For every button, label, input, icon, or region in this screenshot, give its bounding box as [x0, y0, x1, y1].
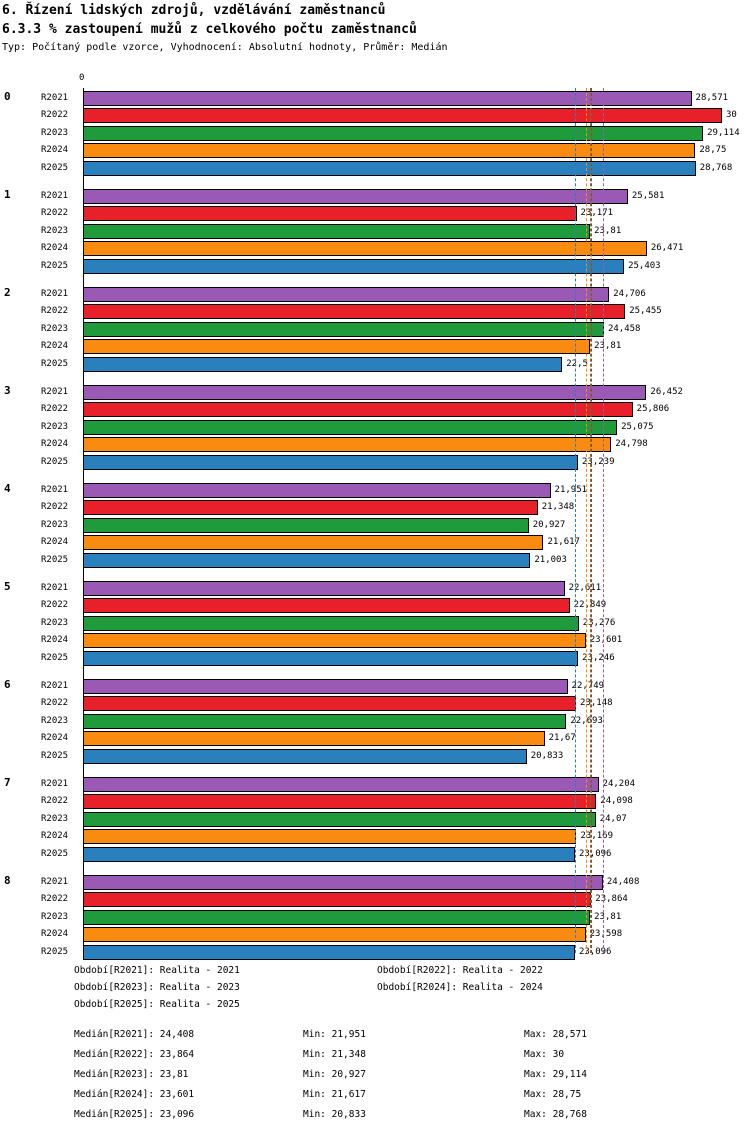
bar-R2021-group-4[interactable] [83, 483, 551, 498]
group-index-label: 1 [4, 188, 11, 201]
series-row-label: R2025 [41, 554, 69, 565]
max-value: Max: 29,114 [524, 1069, 587, 1080]
bar-R2021-group-1[interactable] [83, 189, 628, 204]
bar-value-label: 21,348 [541, 502, 575, 513]
stats-row [0, 1069, 750, 1089]
series-row-label: R2021 [41, 387, 69, 397]
bar-value-label: 23,239 [581, 456, 615, 467]
min-value: Min: 21,348 [303, 1049, 366, 1060]
min-value: Min: 20,927 [303, 1069, 366, 1080]
chart-meta-line: Typ: Počítaný podle vzorce, Vyhodnocení: Absolutní hodnoty, Průměr: Medián [2, 42, 448, 53]
series-row-label: R2023 [41, 127, 69, 138]
series-row-label: R2022 [41, 404, 69, 415]
series-row-label: R2021 [41, 779, 69, 789]
median-line-R2021 [603, 88, 604, 953]
bar-value-label: 28,768 [699, 162, 733, 173]
series-row-label: R2022 [41, 894, 69, 905]
bar-value-label: 23,276 [582, 617, 616, 628]
bar-R2023-group-1[interactable] [83, 224, 590, 239]
bar-R2025-group-7[interactable] [83, 847, 575, 862]
series-row-label: R2024 [41, 145, 69, 156]
group-index-label: 5 [4, 580, 11, 593]
series-row-label: R2021 [41, 877, 69, 887]
bar-value-label: 24,098 [600, 796, 633, 807]
stats-row [0, 1049, 750, 1069]
bar-R2023-group-2[interactable] [83, 322, 604, 337]
bar-value-label: 24,706 [613, 289, 646, 299]
group-index-label: 0 [4, 90, 11, 103]
max-value: Max: 28,768 [524, 1109, 587, 1120]
bar-value-label: 23,246 [582, 652, 615, 663]
bar-R2023-group-7[interactable] [83, 812, 596, 827]
bar-value-label: 25,806 [636, 404, 670, 415]
median-value: Medián[R2023]: 23,81 [74, 1069, 189, 1080]
bar-value-label: 26,471 [650, 243, 684, 254]
bar-value-label: 22,611 [568, 583, 602, 593]
stats-row [0, 1029, 750, 1049]
series-row-label: R2022 [41, 306, 69, 317]
series-row-label: R2022 [41, 208, 69, 219]
series-row-label: R2021 [41, 681, 69, 691]
series-row-label: R2023 [41, 225, 69, 236]
legend-item: Období[R2021]: Realita - 2021 [74, 965, 240, 976]
bar-R2022-group-4[interactable] [83, 500, 538, 515]
series-row-label: R2024 [41, 537, 69, 548]
legend-row [0, 982, 750, 999]
bar-R2022-group-6[interactable] [83, 696, 576, 711]
bar-value-label: 24,07 [599, 813, 627, 824]
bar-R2025-group-8[interactable] [83, 945, 575, 960]
bar-value-label: 20,927 [532, 519, 566, 530]
median-value: Medián[R2024]: 23,601 [74, 1089, 195, 1100]
bar-R2022-group-8[interactable] [83, 892, 591, 907]
series-row-label: R2023 [41, 813, 69, 824]
min-value: Min: 21,951 [303, 1029, 366, 1040]
bar-R2025-group-2[interactable] [83, 357, 562, 372]
stats-row [0, 1109, 750, 1129]
series-row-label: R2025 [41, 260, 69, 271]
bar-R2021-group-5[interactable] [83, 581, 565, 596]
median-line-R2023 [590, 88, 591, 953]
legend-item: Období[R2023]: Realita - 2023 [74, 982, 240, 993]
bar-R2022-group-7[interactable] [83, 794, 596, 809]
page-title: 6. Řízení lidských zdrojů, vzdělávání zaměstnanců [2, 3, 386, 18]
bar-value-label: 22,693 [570, 715, 603, 726]
series-row-label: R2022 [41, 110, 69, 121]
bar-R2025-group-4[interactable] [83, 553, 530, 568]
series-row-label: R2025 [41, 750, 69, 761]
bar-R2025-group-3[interactable] [83, 455, 578, 470]
legend-row [0, 965, 750, 982]
bar-R2023-group-8[interactable] [83, 910, 590, 925]
bar-value-label: 21,951 [554, 485, 588, 495]
chart-statistics [0, 1029, 750, 1129]
bar-R2024-group-6[interactable] [83, 731, 545, 746]
series-row-label: R2024 [41, 929, 69, 940]
bar-R2023-group-0[interactable] [83, 126, 703, 141]
median-value: Medián[R2022]: 23,864 [74, 1049, 195, 1060]
bar-value-label: 29,114 [707, 127, 740, 138]
bar-R2025-group-6[interactable] [83, 749, 527, 764]
bar-value-label: 28,75 [699, 145, 727, 156]
series-row-label: R2023 [41, 519, 69, 530]
bar-R2023-group-5[interactable] [83, 616, 579, 631]
bar-value-label: 23,169 [580, 831, 613, 842]
series-row-label: R2023 [41, 617, 69, 628]
bar-R2023-group-3[interactable] [83, 420, 617, 435]
bar-R2024-group-2[interactable] [83, 339, 590, 354]
bar-value-label: 24,798 [615, 439, 648, 450]
series-row-label: R2021 [41, 191, 69, 201]
series-row-label: R2022 [41, 796, 69, 807]
bar-value-label: 30 [726, 110, 737, 121]
series-row-label: R2025 [41, 946, 69, 957]
max-value: Max: 28,571 [524, 1029, 587, 1040]
bar-R2023-group-6[interactable] [83, 714, 566, 729]
series-row-label: R2024 [41, 341, 69, 352]
bar-R2022-group-0[interactable] [83, 108, 722, 123]
series-row-label: R2025 [41, 456, 69, 467]
bar-value-label: 20,833 [530, 750, 564, 761]
bar-value-label: 24,408 [606, 877, 640, 887]
median-line-R2025 [575, 88, 576, 953]
bar-value-label: 23,598 [589, 929, 623, 940]
series-row-label: R2022 [41, 600, 69, 611]
bar-value-label: 21,003 [534, 554, 567, 565]
median-line-R2022 [591, 88, 592, 953]
series-row-label: R2024 [41, 635, 69, 646]
page-subtitle: 6.3.3 % zastoupení mužů z celkového počtu zaměstnanců [2, 22, 417, 37]
bar-value-label: 23,601 [589, 635, 623, 646]
bar-value-label: 22,5 [566, 358, 588, 369]
group-index-label: 2 [4, 286, 11, 299]
bar-R2024-group-4[interactable] [83, 535, 543, 550]
bar-value-label: 24,458 [607, 323, 641, 334]
series-row-label: R2023 [41, 911, 69, 922]
series-row-label: R2021 [41, 289, 69, 299]
stats-row [0, 1089, 750, 1109]
bar-value-label: 23,81 [594, 341, 622, 352]
series-row-label: R2024 [41, 439, 69, 450]
series-row-label: R2024 [41, 831, 69, 842]
series-row-label: R2025 [41, 652, 69, 663]
series-row-label: R2023 [41, 323, 69, 334]
median-value: Medián[R2025]: 23,096 [74, 1109, 195, 1120]
bar-value-label: 23,81 [594, 225, 622, 236]
bar-R2021-group-8[interactable] [83, 875, 603, 890]
bar-value-label: 22,749 [571, 681, 605, 691]
series-row-label: R2025 [41, 162, 69, 173]
series-row-label: R2021 [41, 93, 69, 103]
bar-R2025-group-1[interactable] [83, 259, 624, 274]
chart-legend [0, 965, 750, 1016]
bar-value-label: 28,571 [695, 93, 729, 103]
bar-value-label: 23,81 [594, 911, 622, 922]
bar-value-label: 25,075 [621, 421, 654, 432]
median-value: Medián[R2021]: 24,408 [74, 1029, 195, 1040]
bar-value-label: 23,171 [580, 208, 614, 219]
series-row-label: R2021 [41, 485, 69, 495]
bar-R2024-group-1[interactable] [83, 241, 647, 256]
min-value: Min: 21,617 [303, 1089, 366, 1100]
bar-R2022-group-5[interactable] [83, 598, 570, 613]
legend-row [0, 999, 750, 1016]
bar-value-label: 24,204 [602, 779, 636, 789]
max-value: Max: 30 [524, 1049, 565, 1060]
group-index-label: 8 [4, 874, 11, 887]
series-row-label: R2023 [41, 421, 69, 432]
bar-value-label: 25,581 [631, 191, 665, 201]
bar-R2024-group-5[interactable] [83, 633, 586, 648]
legend-item: Období[R2022]: Realita - 2022 [377, 965, 543, 976]
bar-R2023-group-4[interactable] [83, 518, 529, 533]
bar-R2024-group-8[interactable] [83, 927, 586, 942]
bar-R2021-group-7[interactable] [83, 777, 599, 792]
group-index-label: 6 [4, 678, 11, 691]
bar-value-label: 22,849 [573, 600, 607, 611]
legend-item: Období[R2024]: Realita - 2024 [377, 982, 543, 993]
min-value: Min: 20,833 [303, 1109, 366, 1120]
bar-R2022-group-1[interactable] [83, 206, 577, 221]
bar-value-label: 26,452 [650, 387, 683, 397]
series-row-label: R2021 [41, 583, 69, 593]
series-row-label: R2025 [41, 358, 69, 369]
median-line-R2024 [586, 88, 587, 953]
bar-R2021-group-2[interactable] [83, 287, 609, 302]
bar-R2021-group-3[interactable] [83, 385, 646, 400]
bar-R2024-group-7[interactable] [83, 829, 576, 844]
bar-value-label: 21,67 [548, 733, 576, 744]
series-row-label: R2022 [41, 502, 69, 513]
x-axis-tick-0: 0 [79, 73, 85, 83]
bar-R2025-group-5[interactable] [83, 651, 578, 666]
series-row-label: R2024 [41, 243, 69, 254]
bar-value-label: 23,148 [580, 698, 613, 709]
bar-R2021-group-6[interactable] [83, 679, 568, 694]
group-index-label: 4 [4, 482, 11, 495]
bar-R2022-group-3[interactable] [83, 402, 633, 417]
bar-R2024-group-3[interactable] [83, 437, 611, 452]
series-row-label: R2024 [41, 733, 69, 744]
series-row-label: R2025 [41, 848, 69, 859]
group-index-label: 7 [4, 776, 11, 789]
bar-R2021-group-0[interactable] [83, 91, 692, 106]
max-value: Max: 28,75 [524, 1089, 582, 1100]
bar-value-label: 23,864 [595, 894, 628, 905]
series-row-label: R2023 [41, 715, 69, 726]
bar-value-label: 25,403 [628, 260, 661, 271]
bar-R2022-group-2[interactable] [83, 304, 625, 319]
group-index-label: 3 [4, 384, 11, 397]
bar-value-label: 23,096 [578, 946, 612, 957]
bar-value-label: 25,455 [629, 306, 662, 317]
bar-value-label: 21,617 [547, 537, 580, 548]
bar-value-label: 23,096 [578, 848, 612, 859]
series-row-label: R2022 [41, 698, 69, 709]
legend-item: Období[R2025]: Realita - 2025 [74, 999, 240, 1010]
